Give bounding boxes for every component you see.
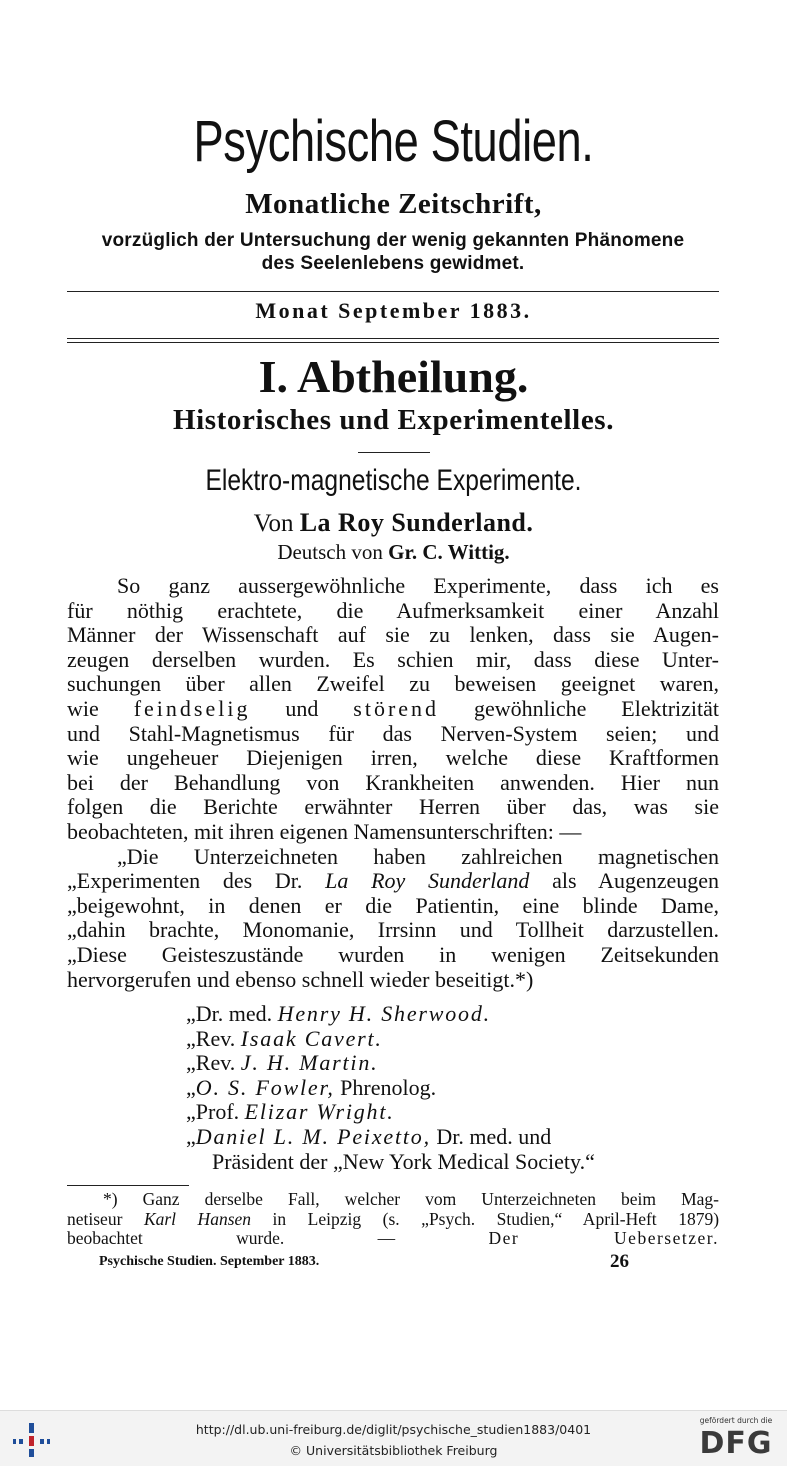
footnote-word: in Leipzig (s. „Psych. Studien,“ April-Heft 1879) [272, 1208, 720, 1229]
body-emphasis: feindselig [133, 695, 251, 721]
signature-name: Henry H. Sherwood. [277, 1001, 491, 1026]
signature-prefix: „ [186, 1074, 196, 1100]
signature-prefix: „Dr. med. [186, 1001, 278, 1026]
translator-prefix: Deutsch von [277, 540, 383, 564]
signature-name: O. S. Fowler, [195, 1074, 335, 1100]
body-word: und [285, 695, 319, 721]
double-rule-top [67, 338, 719, 339]
signature-prefix: „ [186, 1123, 196, 1149]
footnote-line: *) Ganz derselbe Fall, welcher vom Unterzeichneten beim Mag- [103, 1189, 719, 1209]
footnote-line [67, 1229, 719, 1249]
signature-prefix: „Prof. [186, 1099, 245, 1125]
body-word: wie [67, 695, 99, 721]
signature-line [186, 1150, 595, 1175]
footnote-rule [67, 1185, 189, 1186]
double-rule-bottom [67, 342, 719, 343]
running-footer: Psychische Studien. September 1883. [99, 1254, 320, 1269]
body-line: „Die Unterzeichneten haben zahlreichen magnetischen [117, 843, 719, 869]
body-emphasis: störend [353, 695, 440, 721]
body-word: „Experimenten des Dr. [67, 868, 303, 894]
footnote-signature: Der Uebersetzer. [488, 1228, 720, 1248]
dedication-line-1: vorzüglich der Untersuchung der wenig gekannten Phänomene [101, 230, 685, 251]
copyright-notice: © Universitätsbibliothek Freiburg [289, 1443, 498, 1458]
footnote-word: beobachtet wurde. — [67, 1228, 396, 1248]
signature-affiliation: Präsident der „New York Medical Society.“ [212, 1148, 595, 1174]
byline-prefix: Von [253, 510, 294, 537]
section-subtitle: Historisches und Experimentelles. [172, 404, 615, 436]
header-rule [67, 291, 719, 292]
signature-line [186, 1076, 595, 1101]
translator-name: Gr. C. Wittig. [388, 540, 510, 564]
body-line: suchungen über allen Zweifel zu beweisen geeignet waren, [67, 671, 719, 697]
article-body [67, 574, 719, 992]
article-translator [0, 540, 787, 565]
footnote [67, 1190, 719, 1249]
body-line: zeugen derselben wurden. Es schien mir, dass diese Unter- [67, 646, 719, 672]
body-line: „Diese Geisteszustände wurden in wenigen Zeitsekunden [67, 941, 719, 967]
signature-prefix: „Rev. [186, 1025, 241, 1051]
article-author: La Roy Sunderland. [299, 508, 534, 537]
dfg-logo [695, 1416, 777, 1462]
article-byline [0, 508, 787, 538]
body-line: Männer der Wissenschaft auf sie zu lenken, dass sie Augen- [67, 622, 719, 648]
signature-name: J. H. Martin. [240, 1050, 379, 1076]
body-italic-name: La Roy Sunderland [325, 868, 530, 894]
body-line: bei der Behandlung von Krankheiten anwenden. Hier nun [67, 769, 719, 795]
signature-name: Isaak Cavert. [240, 1025, 383, 1051]
page-number: 26 [610, 1251, 629, 1272]
signature-list [186, 1002, 595, 1174]
body-line: So ganz aussergewöhnliche Experimente, dass ich es [117, 573, 719, 598]
body-line: für nöthig erachtete, die Aufmerksamkeit einer Anzahl [67, 597, 719, 623]
body-word: als Augenzeugen [552, 868, 720, 894]
footnote-word: netiseur [67, 1208, 123, 1229]
body-line: „dahin brachte, Monomanie, Irrsinn und Tollheit darzustellen. [67, 917, 719, 943]
section-title: I. Abtheilung. [258, 351, 529, 402]
body-line [67, 697, 719, 722]
footnote-line [67, 1210, 719, 1230]
section-divider [358, 452, 430, 453]
dfg-funding-text: gefördert durch die [699, 1416, 773, 1425]
footnote-italic-name: Karl Hansen [143, 1208, 252, 1229]
dfg-wordmark: DFG [699, 1426, 773, 1461]
signature-line [186, 1125, 595, 1150]
body-line [67, 869, 719, 894]
signature-line [186, 1002, 595, 1027]
signature-line [186, 1027, 595, 1052]
permalink-url[interactable]: http://dl.ub.uni-freiburg.de/diglit/psychische_studien1883/0401 [195, 1422, 592, 1437]
signature-line [186, 1051, 595, 1076]
signature-line [186, 1100, 595, 1125]
body-line: wie ungeheuer Diejenigen irren, welche diese Kraftformen [67, 745, 719, 771]
body-line: beobachteten, mit ihren eigenen Namensunterschriften: — [67, 818, 582, 844]
journal-dedication [67, 229, 719, 275]
signature-prefix: „Rev. [186, 1050, 241, 1076]
signature-suffix: Dr. med. und [430, 1123, 552, 1149]
signature-name: Elizar Wright. [244, 1099, 395, 1125]
article-title: Elektro-magnetische Experimente. [205, 464, 582, 497]
journal-title: Psychische Studien. [193, 109, 594, 174]
signature-name: Daniel L. M. Peixetto, [195, 1123, 431, 1149]
journal-subtitle: Monatliche Zeitschrift, [245, 188, 542, 220]
body-line: hervorgerufen und ebenso schnell wieder beseitigt.*) [67, 966, 534, 992]
body-line: und Stahl-Magnetismus für das Nerven-System seien; und [67, 720, 719, 746]
body-word: gewöhnliche Elektrizität [473, 695, 720, 721]
signature-suffix: Phrenolog. [334, 1074, 437, 1100]
viewer-footer [0, 1410, 787, 1466]
body-line: folgen die Berichte erwähnter Herren über das, was sie [67, 794, 719, 820]
dedication-line-2: des Seelenlebens gewidmet. [261, 253, 525, 274]
body-line: „beigewohnt, in denen er die Patientin, eine blinde Dame, [67, 892, 719, 918]
issue-month: Monat September 1883. [255, 298, 532, 323]
